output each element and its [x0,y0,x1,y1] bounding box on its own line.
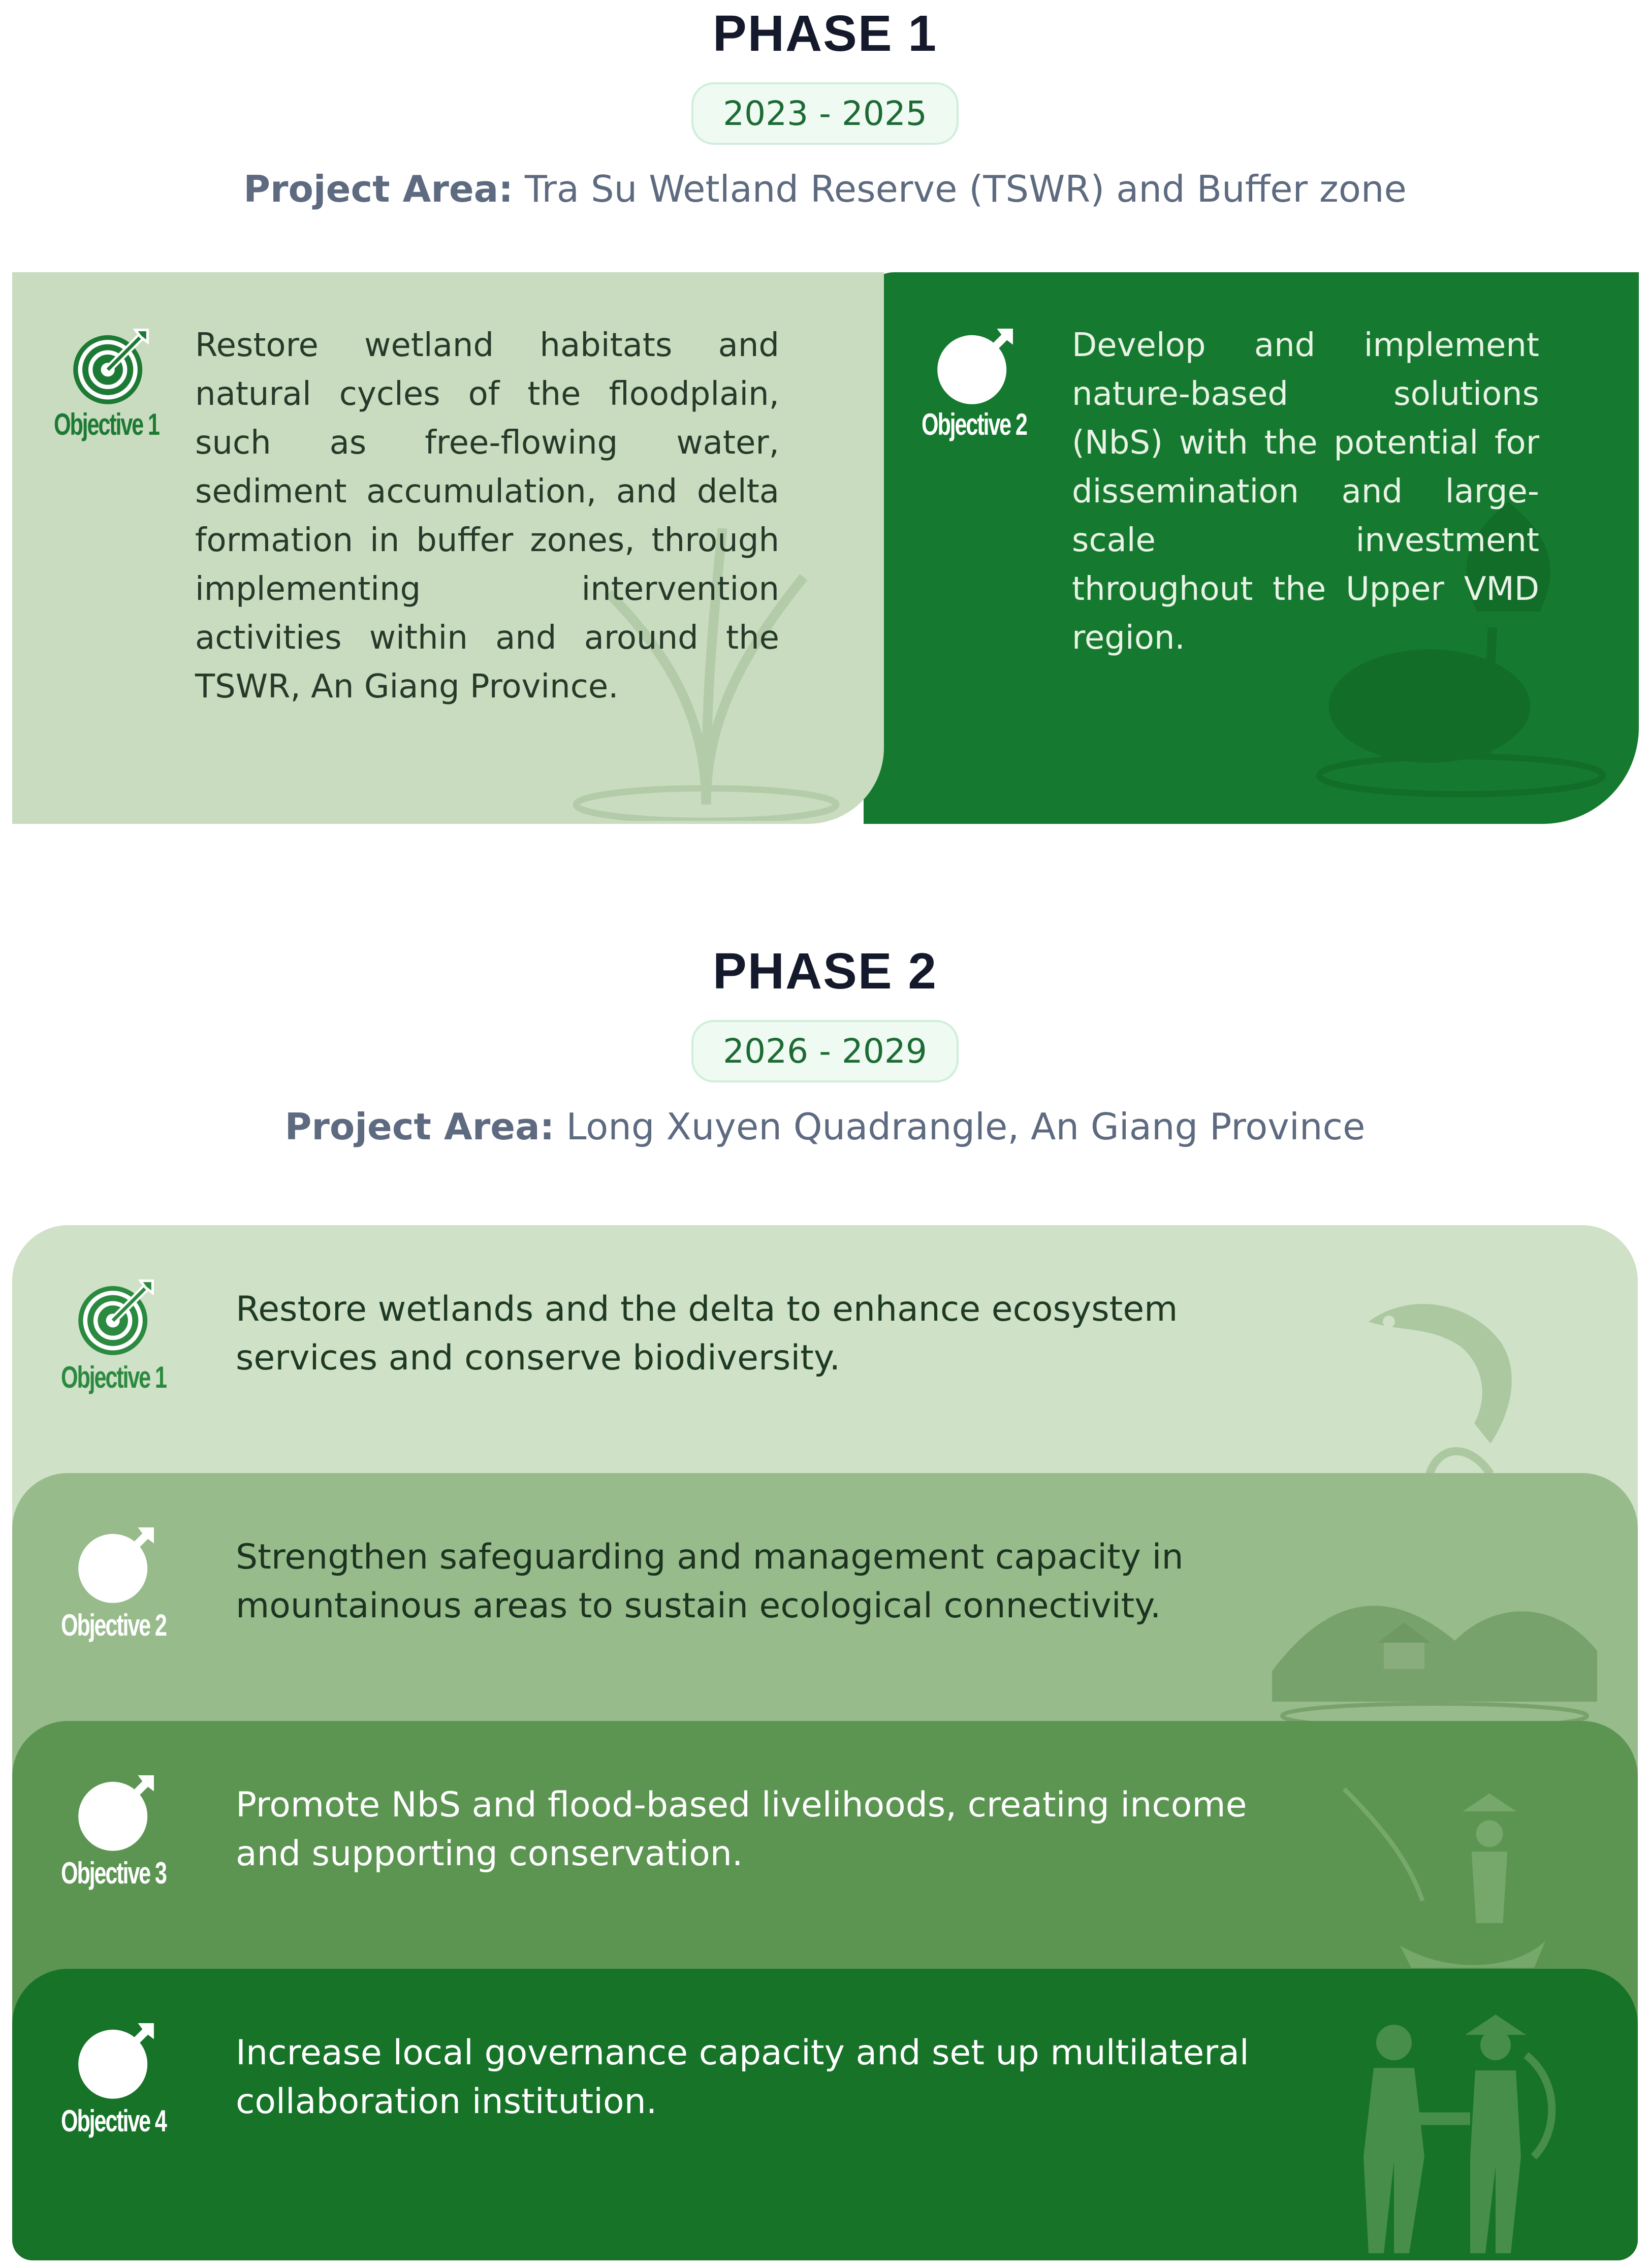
objective-2-label: Objective 2 [922,407,1027,441]
phase2-objective-4-band [12,1969,1638,2260]
objective-1-text: Restore wetland habitats and natural cycles of the floodplain, such as free-flowing water, sediment accumulation, and delta formation in buffer zones, through implementing intervention activities within and around the TSWR, An Giang Province. [195,327,779,706]
phase1-project-area [0,167,1650,211]
target-arrow-icon [68,323,154,409]
fisherman-boat-illustration [1313,1767,1577,1990]
phase2-years-badge: 2026 - 2029 [691,1020,959,1082]
phase1-area-value: Tra Su Wetland Reserve (TSWR) and Buffer zone [513,168,1407,211]
phase2-title: PHASE 2 [713,943,937,1000]
phase1-objective-2-card [864,272,1639,824]
target-arrow-icon [73,1770,160,1856]
phase1-years-badge: 2023 - 2025 [691,82,959,145]
phase1-header [0,5,1650,211]
phase2-area-value: Long Xuyen Quadrangle, An Giang Province [554,1105,1366,1148]
objective-1-label: Objective 1 [61,1360,166,1394]
objective-2-text: Develop and implement nature-based solutions (NbS) with the potential for dissemination and large-scale investment throughout the Upper VMD region. [1072,327,1539,657]
phase2-area-label: Project Area: [284,1105,555,1148]
objective-1-text: Restore wetlands and the delta to enhance ecosystem services and conserve biodiversity. [236,1289,1178,1378]
objective-4-text: Increase local governance capacity and set up multilateral collaboration institution. [236,2033,1249,2122]
jumping-fish-illustration [1343,1281,1557,1484]
objective-3-label: Objective 3 [61,1856,166,1890]
objective-1-label: Objective 1 [54,407,159,441]
objective-4-label: Objective 4 [61,2104,166,2138]
phase2-project-area [0,1105,1650,1148]
village-landscape-illustration [1272,1549,1597,1732]
target-arrow-icon [73,1274,160,1360]
phase1-area-label: Project Area: [243,168,514,211]
phase1-title: PHASE 1 [713,5,937,62]
target-arrow-icon [73,1522,160,1608]
phase1-objective-1-card [12,272,884,824]
objective-3-text: Promote NbS and flood-based livelihoods, creating income and supporting conservation. [236,1785,1247,1874]
objective-2-text: Strengthen safeguarding and management capacity in mountainous areas to sustain ecological connectivity. [236,1537,1184,1626]
handshake-farmer-illustration [1313,2004,1577,2258]
target-arrow-icon [73,2018,160,2104]
objective-2-label: Objective 2 [61,1608,166,1642]
target-arrow-icon [932,323,1019,409]
phase2-header [0,943,1650,1149]
